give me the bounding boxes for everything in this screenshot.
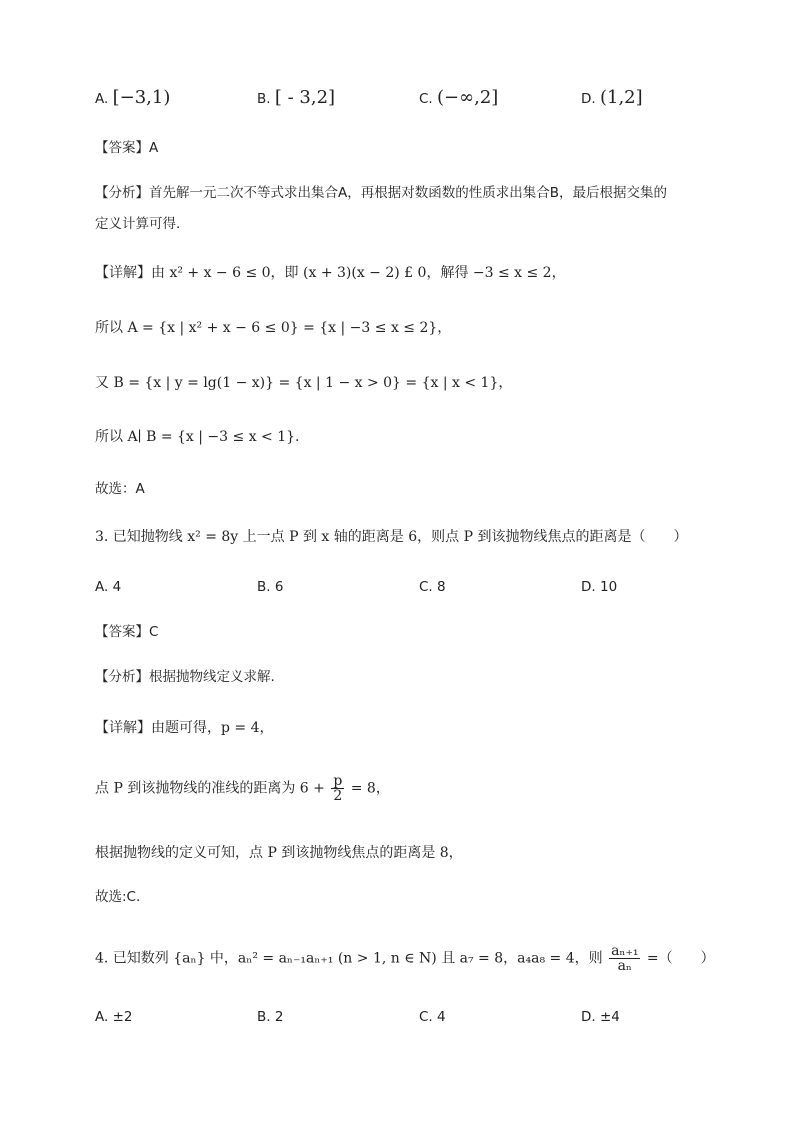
q3-stem: 3. 已知抛物线 x² = 8y 上一点 P 到 x 轴的距离是 6，则点 P 到该抛物线焦点的距离是（ ）: [95, 529, 688, 545]
option-value: ±4: [599, 1009, 620, 1025]
option-value: 6: [274, 579, 284, 595]
option-value: 8: [437, 579, 446, 595]
option-label: D.: [581, 579, 596, 595]
q2-step-2: 又 B = {x | y = lg(1 − x)} = {x | 1 − x > 0} = {x | x < 1}，: [95, 375, 513, 391]
option-label: D.: [581, 91, 596, 107]
q3-option-d: [581, 577, 617, 597]
q3-detail: 【详解】由题可得，p = 4，: [95, 720, 274, 736]
stem-text: =（ ）: [646, 950, 715, 967]
q3-option-c: [419, 577, 446, 597]
option-value: 10: [599, 579, 618, 595]
q2-step-3: 所以 A∣ B = {x | −3 ≤ x < 1}.: [95, 429, 300, 445]
option-label: B.: [257, 579, 271, 595]
q2-option-c: [419, 88, 498, 109]
q4-option-d: [581, 1007, 620, 1027]
q3-answer: 【答案】C: [95, 624, 159, 640]
step-text: = 8，: [350, 780, 390, 797]
q3-option-a: [95, 577, 121, 597]
q2-option-d: [581, 88, 643, 109]
option-value: [ - 3,2]: [274, 87, 336, 108]
q2-choose: 故选：A: [95, 481, 145, 497]
q3-analysis: 【分析】根据抛物线定义求解.: [95, 669, 275, 685]
option-value: (−∞,2]: [437, 87, 499, 108]
option-label: C.: [419, 91, 433, 107]
fraction-numerator: p: [333, 773, 343, 789]
q2-option-b: [257, 88, 335, 109]
q2-answer: 【答案】A: [95, 140, 159, 156]
option-label: C.: [419, 1009, 433, 1025]
option-value: [−3,1): [112, 87, 171, 108]
fraction-numerator: aₙ₊₁: [611, 943, 639, 959]
option-label: B.: [257, 1009, 271, 1025]
fraction-p-over-2: [331, 774, 344, 803]
q2-step-1: 所以 A = {x | x² + x − 6 ≤ 0} = {x | −3 ≤ x ≤ 2}，: [95, 320, 452, 336]
option-label: D.: [581, 1009, 596, 1025]
option-label: A.: [95, 579, 109, 595]
q4-stem: [95, 944, 715, 973]
option-value: 2: [274, 1009, 284, 1025]
step-text: 点 P 到该抛物线的准线的距离为 6 +: [95, 780, 325, 797]
stem-text: 4. 已知数列 {aₙ} 中，aₙ² = aₙ₋₁aₙ₊₁ (n > 1, n ∈ N) 且 a₇ = 8，a₄a₈ = 4，则: [95, 950, 603, 967]
q2-option-a: [95, 88, 170, 109]
fraction-denominator: 2: [333, 788, 343, 804]
q2-analysis-line1: 【分析】首先解一元二次不等式求出集合A，再根据对数函数的性质求出集合B，最后根据交集的: [95, 185, 667, 201]
q4-option-b: [257, 1007, 283, 1027]
option-label: A.: [95, 1009, 109, 1025]
option-value: 4: [437, 1009, 446, 1025]
q2-analysis-line2: 定义计算可得.: [95, 216, 181, 232]
option-label: B.: [257, 91, 271, 107]
q3-option-b: [257, 577, 283, 597]
q4-option-c: [419, 1007, 446, 1027]
option-value: (1,2]: [599, 87, 643, 108]
q4-option-a: [95, 1007, 133, 1027]
q3-choose: 故选:C.: [95, 889, 141, 905]
option-value: ±2: [112, 1009, 133, 1025]
fraction-denominator: aₙ: [617, 958, 632, 974]
option-label: C.: [419, 579, 433, 595]
option-value: 4: [112, 579, 122, 595]
q2-detail: 【详解】由 x² + x − 6 ≤ 0，即 (x + 3)(x − 2) £ 0，解得 −3 ≤ x ≤ 2，: [95, 265, 566, 281]
q3-step-2: 根据抛物线的定义可知，点 P 到该抛物线焦点的距离是 8，: [95, 845, 463, 861]
fraction-ratio: [609, 944, 640, 973]
q3-step-1: [95, 774, 390, 803]
option-label: A.: [95, 91, 109, 107]
